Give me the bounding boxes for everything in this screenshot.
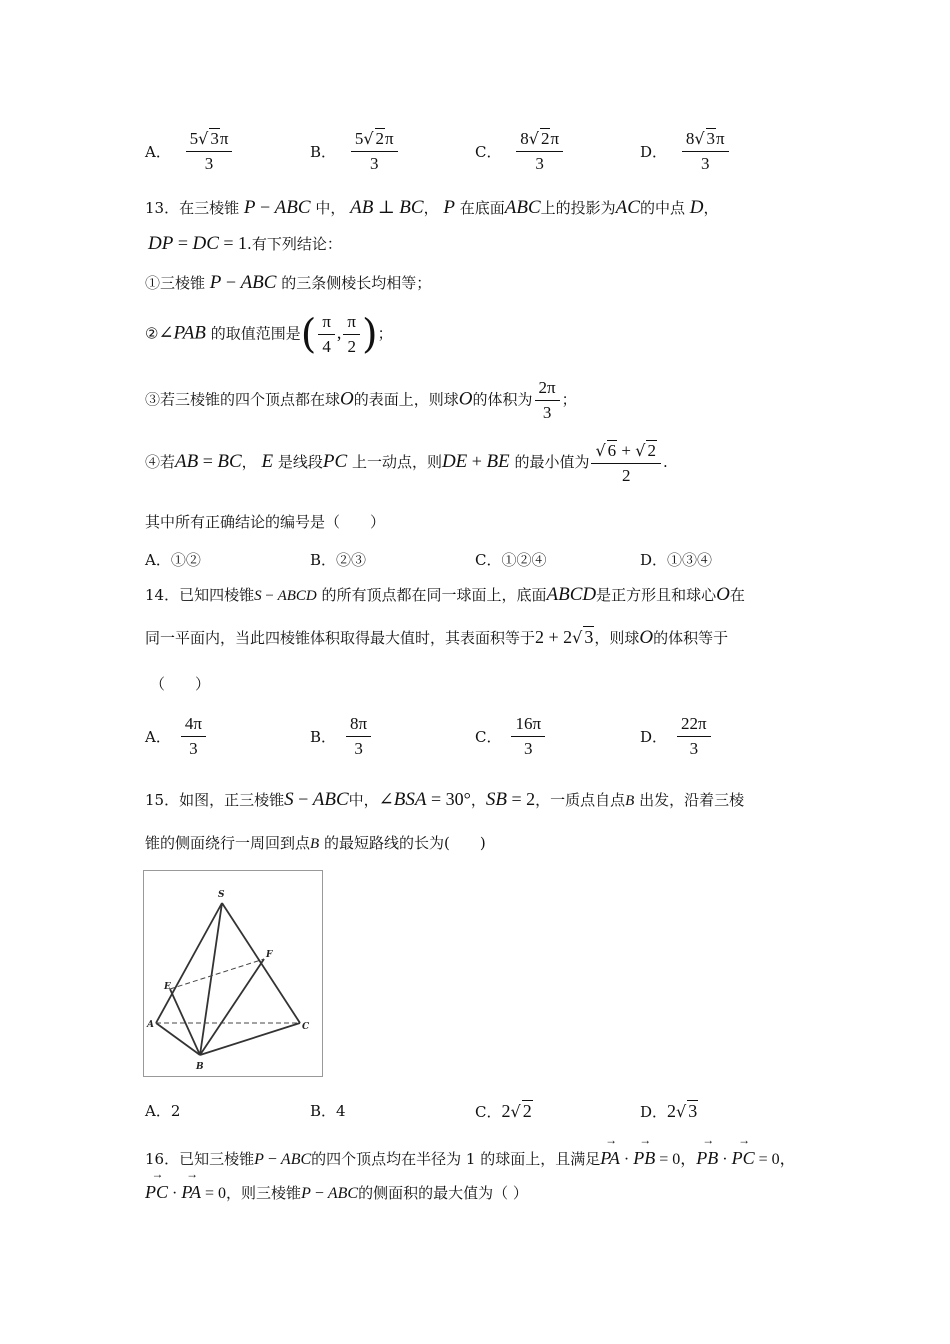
path-bf — [200, 959, 264, 1055]
q13-statement-2: ②∠PAB 的取值范围是( $\frac{\pi}{4}$ , $\frac{\pi}{2}$ )； — [145, 311, 393, 358]
q14-line-1: 14．已知四棱锥S − ABCD 的所有顶点都在同一球面上，底面ABCD是正方形且和球心O在 — [145, 584, 745, 605]
q13-statement-3: ③若三棱锥的四个顶点都在球O的表面上，则球O的体积为 $\frac{2\pi}{3}$ ； — [145, 378, 577, 422]
tetrahedron-figure — [143, 870, 323, 1077]
q16-line-1: 16．已知三棱锥P − ABC的四个顶点均在半径为 1 的球面上，且满足→ PA · → PB = 0，→ PB · → PC = 0， — [145, 1146, 796, 1169]
q13-option-d: D．①③④ — [640, 551, 713, 569]
q12-option-a: A． $\frac{5√ 3\pi}{3}$ — [145, 128, 234, 174]
q14-option-a: A． $\frac{4\pi}{3}$ — [145, 714, 208, 759]
q13-line-2: DP = DC = 1.有下列结论： — [148, 233, 342, 254]
q15-option-b: B．4 — [310, 1102, 346, 1120]
q15-option-d: D．2√ 3 — [640, 1101, 698, 1121]
q12-option-c: C． $\frac{8√ 2\pi}{3}$ — [475, 128, 565, 174]
q13-option-b: B．②③ — [310, 551, 367, 569]
label-f: F — [266, 950, 273, 960]
q13-question: 其中所有正确结论的编号是（ ） — [145, 513, 386, 531]
q15-option-a: A．2 — [145, 1102, 181, 1120]
label-e: E — [164, 982, 171, 992]
q12-option-b: B． $\frac{5√ 2\pi}{3}$ — [310, 128, 400, 174]
q16-line-2: → PC · → PA = 0，则三棱锥P − ABC的侧面积的最大值为（ ） — [145, 1182, 528, 1203]
label-b: B — [196, 1062, 204, 1072]
q14-option-d: D． $\frac{22\pi}{3}$ — [640, 714, 713, 759]
q13-line-1: 13．在三棱锥 P − ABC 中， AB ⊥ BC， P 在底面ABC上的投影为AC的中点 D， — [145, 197, 719, 218]
q13-statement-1: ①三棱锥 P − ABC 的三条侧棱长均相等； — [145, 272, 432, 293]
q14-option-b: B． $\frac{8\pi}{3}$ — [310, 714, 373, 759]
q14-line-3: （ ） — [150, 675, 211, 693]
label-s: S — [218, 890, 225, 900]
q13-statement-4: ④若AB = BC， E 是线段PC 上一动点，则DE + BE 的最小值为 $\frac{√ 6 + √ 2}{2}$ . — [145, 441, 668, 485]
edge-sb — [200, 903, 222, 1055]
tetrahedron-diagram — [144, 871, 322, 1076]
q12-option-d: D． $\frac{8√ 3\pi}{3}$ — [640, 128, 731, 174]
q14-option-c: C． $\frac{16\pi}{3}$ — [475, 714, 547, 759]
edge-bc — [200, 1023, 300, 1055]
q15-option-c: C．2√ 2 — [475, 1101, 532, 1121]
path-ef-hidden — [170, 959, 264, 989]
q15-line-1: 15．如图，正三棱锥S − ABC中，∠BSA = 30°，SB = 2，一质点自点B 出发，沿着三棱 — [145, 789, 745, 810]
label-c: C — [302, 1022, 310, 1032]
edge-sa — [156, 903, 222, 1023]
label-a: A — [147, 1020, 154, 1030]
q13-option-a: A．①② — [145, 551, 201, 569]
q15-line-2: 锥的侧面绕行一周回到点B 的最短路线的长为( ) — [145, 834, 486, 852]
q13-option-c: C．①②④ — [475, 551, 547, 569]
q14-line-2: 同一平面内，当此四棱锥体积取得最大值时，其表面积等于2 + 2√ 3，则球O的体积等于 — [145, 627, 729, 648]
